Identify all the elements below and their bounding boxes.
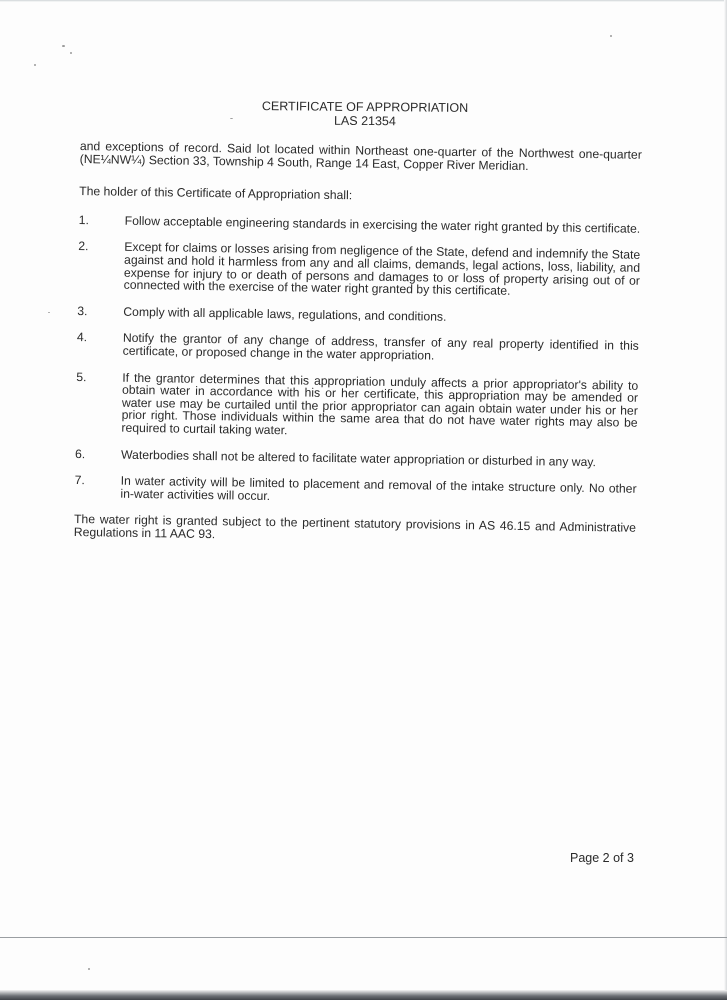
condition-item (75, 447, 637, 468)
scan-speck (62, 45, 65, 47)
condition-text: Except for claims or losses arising from negligence of the State, defend and indemnify the State against and hold it harmless from any and all claims, demands, legal actions, loss, liability, and expense for injury to or death of persons and damages to or loss of property arising out of or connected with the exercise of the water right granted by this certificate. (123, 240, 641, 298)
scan-speck (610, 35, 612, 37)
condition-text: Follow acceptable engineering standards in exercising the water right granted by this certificate. (124, 213, 641, 236)
page-number: Page 2 of 3 (570, 851, 634, 865)
condition-number: 7. (74, 473, 85, 488)
condition-item (77, 305, 639, 326)
condition-number: 4. (76, 330, 88, 345)
condition-item (79, 214, 641, 235)
closing-paragraph: The water right is granted subject to the pertinent statutory provisions in AS 46.15 and Administrative Regulations in 11 AAC 93. (73, 512, 637, 542)
scan-line (0, 937, 727, 938)
condition-item (74, 474, 636, 508)
intro-paragraph: The holder of this Certificate of Appropriation shall: (79, 184, 353, 203)
condition-text: In water activity will be limited to placement and removal of the intake structure only. No other in-water activities will occur. (120, 473, 637, 503)
continuation-paragraph: and exceptions of record. Said lot located within Northeast one-quarter of the Northwest one-quarter (NE¼NW¼) Section 33, Township 4 South, Range 14 East, Copper River Meridian. (79, 139, 642, 173)
scan-speck (88, 968, 90, 970)
certificate-header (200, 99, 530, 130)
scan-speck (34, 64, 36, 66)
condition-number: 2. (78, 239, 89, 254)
conditions-list (74, 214, 640, 508)
condition-number: 3. (77, 303, 88, 318)
condition-text: Waterbodies shall not be altered to facilitate water appropriation or disturbed in any way. (120, 447, 597, 469)
condition-number: 6. (74, 446, 86, 461)
condition-text: If the grantor determines that this appropriation unduly affects a prior appropriator's ability to obtain water in accordance with his or her certificate, this appropriation may be amended or water use may be curtailed until the prior appropriator can again obtain water under his or her prior right. Those individuals within the same area that do not have water rights may also be required to curtail taking water. (121, 370, 639, 438)
condition-item (77, 331, 639, 365)
condition-number: 1. (78, 212, 90, 227)
scan-bottom-bar (0, 990, 727, 1000)
certificate-reference: LAS 21354 (333, 113, 396, 129)
scan-speck (70, 52, 72, 54)
scan-speck (48, 312, 50, 313)
scan-edge-top (0, 0, 727, 2)
condition-item (75, 371, 638, 443)
condition-number: 5. (76, 369, 87, 384)
certificate-title: CERTIFICATE OF APPROPRIATION (261, 99, 469, 115)
condition-item (78, 240, 641, 299)
document-body (74, 140, 642, 547)
condition-text: Notify the grantor of any change of address, transfer of any real property identified in this certificate, or proposed change in the water appropriation. (122, 331, 639, 363)
condition-text: Comply with all applicable laws, regulations, and conditions. (123, 304, 447, 324)
